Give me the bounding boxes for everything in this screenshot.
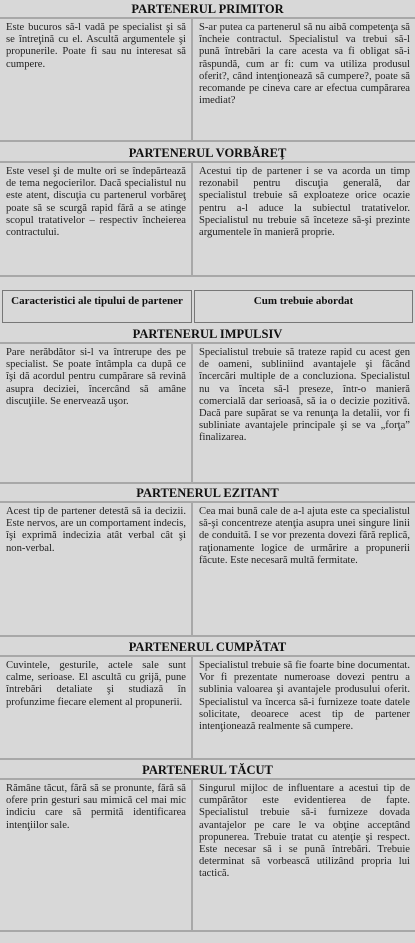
impulsiv-characteristics: Pare nerăbdător si-l va întrerupe des pe specialist. Se poate întâmpla ca după ce îşi dă acordul pentru cumpărare să revină asupra deciziei, încercând să amâne discuţiile. Se enervează uşor. [6,347,186,407]
tacut-characteristics: Rămâne tăcut, fără să se pronunte, fără să ofere prin gesturi sau mimică cel mai mic indiciu care să permită identificarea intenţiilor sale. [6,783,186,831]
column-divider [191,780,193,930]
column-divider [191,503,193,635]
primitor-approach: S-ar putea ca partenerul să nu aibă competenţa să încheie contractul. Specialistul va trebui să-l pună întrebări la care acesta va fi obligat să-i răspundă, cum ar fi: cum va utiliza produsul oferit?, când intenţionează să cumpere?, poate să recomande pe cineva care ar efectua cumpărarea imediat? [199,22,410,107]
ezitant-approach: Cea mai bună cale de a-l ajuta este ca specialistul să-şi concentreze atenţia asupra unei singure linii de conduită. I se vor prezenta dovezi fără replică, raţionamente logice de urmărire a propunerii făcute. Este necesară multă fermitate. [199,506,410,566]
column-divider [191,344,193,482]
cumpatat-characteristics: Cuvintele, gesturile, actele sale sunt calme, serioase. El ascultă cu grijă, pune întrebări detaliate şi studiază în profunzime fiecare element al propunerii. [6,660,186,708]
divider [0,140,415,142]
section-title-vorbaret: PARTENERUL VORBĂREŢ [128,146,287,160]
cumpatat-approach: Specialistul trebuie să fie foarte bine documentat. Vor fi prezentate numeroase dovezi pentru a sublinia valoarea şi avantajele produsului oferit. Specialistul va încerca să-i furnizeze toate datele solicitate, deoarece acest tip de partener intenţionează realmente să cumpere. [199,660,410,733]
vorbaret-approach: Acestui tip de partener i se va acorda un timp rezonabil pentru discuţia generală, dar specialistul trebuie să exploateze orice ocazie pentru a-l aduce la subiectul tratativelor. Specialistul nu trebuie să înceteze să-şi prezinte argumentele în manieră proprie. [199,166,410,239]
tacut-approach: Singurul mijloc de influentare a acestui tip de cumpărător este evidentierea de fapte. Specialistul trebuie să-i furnizeze dovada avantajelor pe care le va obţine acceptând propunerea. Trebuie tratat cu atenţie şi respect. Este necesar să i se pună întrebări. Trebuie determinat să vorbească utilizând propria lui tactică. [199,783,410,880]
ezitant-characteristics: Acest tip de partener detestă să ia decizii. Este nervos, are un comportament indecis, îşi exprimă indecizia atât verbal cât şi non-verbal. [6,506,186,554]
impulsiv-approach: Specialistul trebuie să trateze rapid cu acest gen de oameni, subliniind avantajele şi făcând încercări multiple de a concluziona. Specialistul nu va înceta să-l preseze, într-o manieră comercială dar serioasă, să ia o decizie pozitivă. Dacă pare supărat se va renunţa la detalii, vor fi subliniate avantajele principale şi se va „forţa” finalizarea. [199,347,410,444]
divider [0,635,415,637]
divider [0,758,415,760]
column-divider [191,163,193,275]
column-divider [191,19,193,140]
section-title-tacut: PARTENERUL TĂCUT [142,763,273,777]
section-title-cumpatat: PARTENERUL CUMPĂTAT [128,640,287,654]
section-title-impulsiv: PARTENERUL IMPULSIV [132,327,283,341]
vorbaret-characteristics: Este vesel şi de multe ori se îndepărtează de tema negocierilor. Dacă specialistul nu este atent, discuţia cu partenerul vorbăreţ poate să se scurgă rapid fără a se atinge scopul tratativelor – respectiv încheierea contractului. [6,166,186,239]
section-title-primitor: PARTENERUL PRIMITOR [131,2,284,16]
column-header-approach: Cum trebuie abordat [194,290,413,323]
divider [0,275,415,277]
divider [0,930,415,932]
column-header-characteristics: Caracteristici ale tipului de partener [2,290,192,323]
column-divider [191,657,193,758]
divider [0,482,415,484]
primitor-characteristics: Este bucuros să-l vadă pe specialist şi să se întreţină cu el. Ascultă argumentele şi propunerile. Poate fi sau nu interesat să cumpere. [6,22,186,70]
section-title-ezitant: PARTENERUL EZITANT [136,486,279,500]
